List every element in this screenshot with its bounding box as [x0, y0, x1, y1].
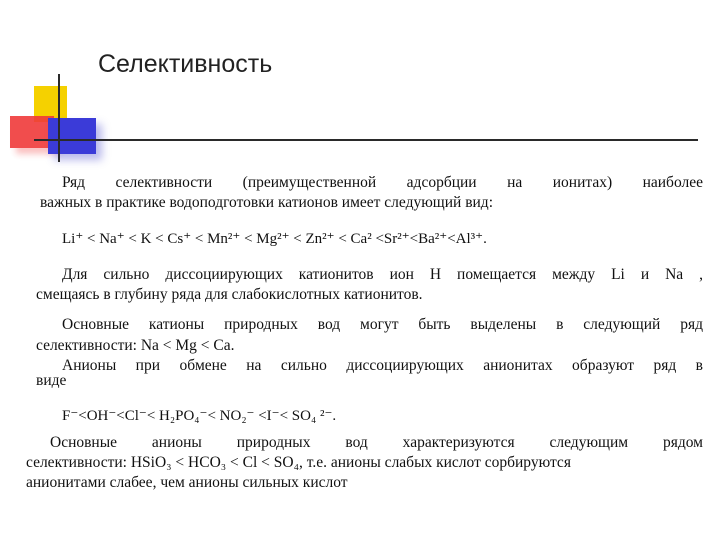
para2-line2: смещаясь в глубину ряда для слабокислотных катионитов. [36, 286, 423, 303]
para4-line2: виде [36, 372, 67, 389]
decorative-blue-square [48, 118, 96, 154]
para5-line3: анионитами слабее, чем анионы сильных кислот [26, 474, 348, 491]
title-divider-line [34, 139, 698, 141]
para3-line1: Основные катионы природных вод могут быть выделены в следующий ряд [62, 316, 703, 333]
cation-selectivity-series: Li⁺ < Na⁺ < K < Cs⁺ < Mn²⁺ < Mg²⁺ < Zn²⁺ < Ca² <Sr²⁺<Ba²⁺<Al³⁺. [62, 231, 487, 247]
para1-line1: Ряд селективности (преимущественной адсорбции на ионитах) наиболее [62, 174, 703, 191]
para3-line2: селективности: Na < Mg < Ca. [36, 337, 235, 354]
para4-line1: Анионы при обмене на сильно диссоциирующих анионитах образуют ряд в [62, 357, 703, 374]
anion-selectivity-series: F⁻<OH⁻<Cl⁻< H₂PO₄⁻< NO₂⁻ <I⁻< SO₄ ²⁻. [62, 408, 337, 424]
para5-line2: селективности: HSiO₃ < HCO₃ < Cl < SO₄, т.е. анионы слабых кислот сорбируются [26, 454, 571, 471]
para2-line1: Для сильно диссоциирующих катионитов ион Н помещается между Li и Na , [62, 266, 703, 283]
slide-title: Селективность [98, 50, 273, 78]
decorative-vertical-line [58, 74, 60, 162]
para5-line1: Основные анионы природных вод характеризуются следующим рядом [50, 434, 703, 451]
para1-line2: важных в практике водоподготовки катионов имеет следующий вид: [40, 194, 493, 211]
